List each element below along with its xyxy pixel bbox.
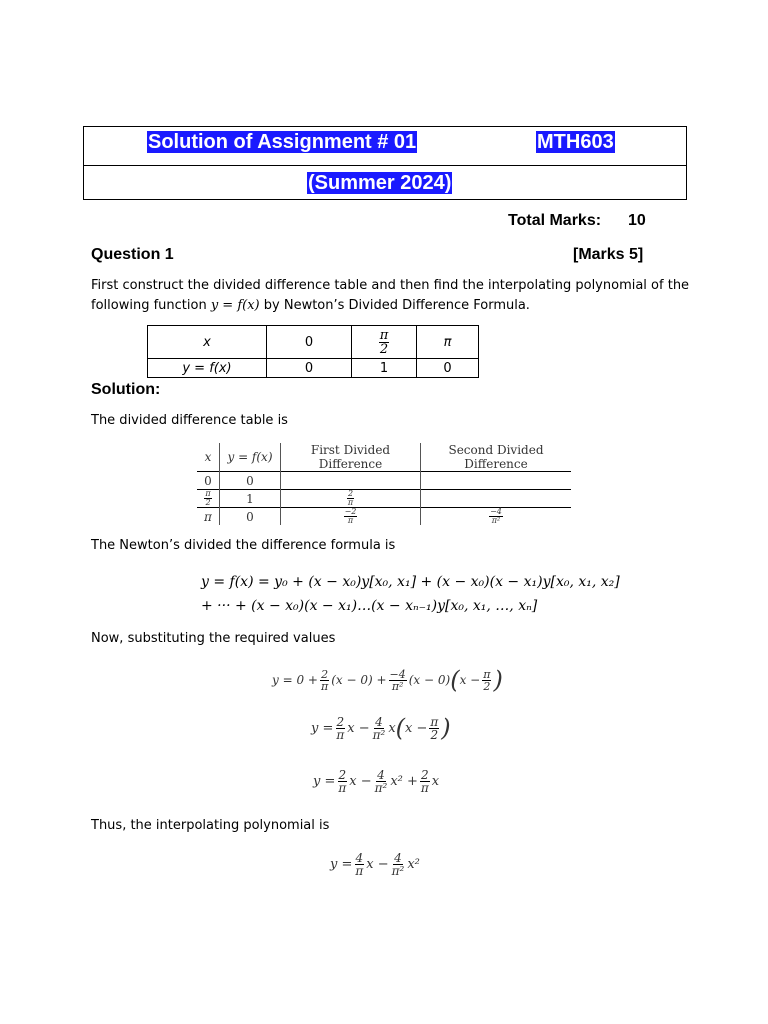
dd-cell: $\frac{-4}{\text{π²}}$ <box>490 507 502 525</box>
table-cell: 0 <box>417 359 479 378</box>
function-table <box>147 325 479 378</box>
table-cell <box>352 326 417 359</box>
dd-cell: $\frac{2}{\pi}$ <box>281 490 421 508</box>
table-cell: 1 <box>352 359 417 378</box>
dd-row <box>197 490 571 508</box>
total-marks-value: 10 <box>628 212 646 229</box>
dd-header: Second Divided Difference <box>448 443 544 471</box>
substitution-equation-1: y = 0 + $\frac{2}{\pi}$ (x − 0) + $\frac{-4}{\text{π²}}$ (x − 0) ( x − $\frac{\pi}{2}$ ) <box>272 666 503 694</box>
pi-over-2: $\frac{\pi}{2}$ <box>379 327 389 357</box>
dd-cell <box>281 472 421 490</box>
newton-formula-line1: y = f(x) = y₀ + (x − x₀)y[x₀, x₁] + (x − x₀)(x − x₁)y[x₀, x₁, x₂] <box>201 574 620 590</box>
dd-cell: 0 <box>197 472 220 490</box>
dd-header: First Divided Difference <box>281 443 421 472</box>
dd-cell <box>421 472 572 490</box>
course-code: MTH603 <box>537 131 614 153</box>
dd-header-row <box>197 443 571 472</box>
dd-row <box>197 508 571 526</box>
dd-cell: π <box>197 508 220 526</box>
dd-cell: 1 <box>220 490 281 508</box>
dd-intro: The divided difference table is <box>91 413 288 428</box>
substitution-equation-2: y = $\frac{2}{\pi}$ x − $\frac{4}{\text{π²}}$ x ( x − $\frac{\pi}{2}$ ) <box>311 714 451 742</box>
dd-cell: $\frac{-2}{\pi}$ <box>281 508 421 526</box>
term-label: (Summer 2024) <box>308 172 452 194</box>
formula-intro: The Newton’s divided the difference formula is <box>91 538 396 553</box>
solution-heading: Solution: <box>91 381 161 398</box>
dd-header: y = f(x) <box>220 443 281 472</box>
table-cell: y = f(x) <box>148 359 267 378</box>
total-marks-label: Total Marks: <box>508 212 602 229</box>
assignment-title: Solution of Assignment # 01 <box>148 131 417 153</box>
table-cell: x <box>148 326 267 359</box>
dd-cell: $\frac{\pi}{2}$ <box>197 490 220 508</box>
dd-cell: 0 <box>220 472 281 490</box>
table-cell: π <box>417 326 479 359</box>
dd-header: x <box>197 443 220 472</box>
question-label: Question 1 <box>91 246 174 263</box>
question-marks: [Marks 5] <box>573 246 644 263</box>
function-table-row-x <box>148 326 479 359</box>
function-expr: y = f(x) <box>210 298 260 313</box>
function-table-row-y <box>148 359 479 378</box>
question-text-line1: First construct the divided difference table and then find the interpolating polynomial of the <box>91 278 690 293</box>
substitution-equation-3: y = $\frac{2}{\pi}$ x − $\frac{4}{\text{π²}}$ x² + $\frac{2}{\pi}$ x <box>313 767 440 795</box>
dd-cell: 0 <box>220 508 281 526</box>
header-divider <box>84 165 686 166</box>
interpolating-polynomial: y = $\frac{4}{\pi}$ x − $\frac{4}{\text{π²}}$ x² <box>330 850 420 878</box>
divided-difference-table <box>197 443 571 525</box>
question-text-line2: following function y = f(x) by Newton’s Divided Difference Formula. <box>91 298 530 313</box>
final-intro: Thus, the interpolating polynomial is <box>91 818 330 833</box>
question-text <box>91 276 691 316</box>
table-cell: 0 <box>267 326 352 359</box>
table-cell: 0 <box>267 359 352 378</box>
dd-row <box>197 472 571 490</box>
substitution-intro: Now, substituting the required values <box>91 631 336 646</box>
newton-formula-line2: + ··· + (x − x₀)(x − x₁)…(x − xₙ₋₁)y[x₀, x₁, …, xₙ] <box>201 598 538 614</box>
dd-cell <box>421 490 572 508</box>
